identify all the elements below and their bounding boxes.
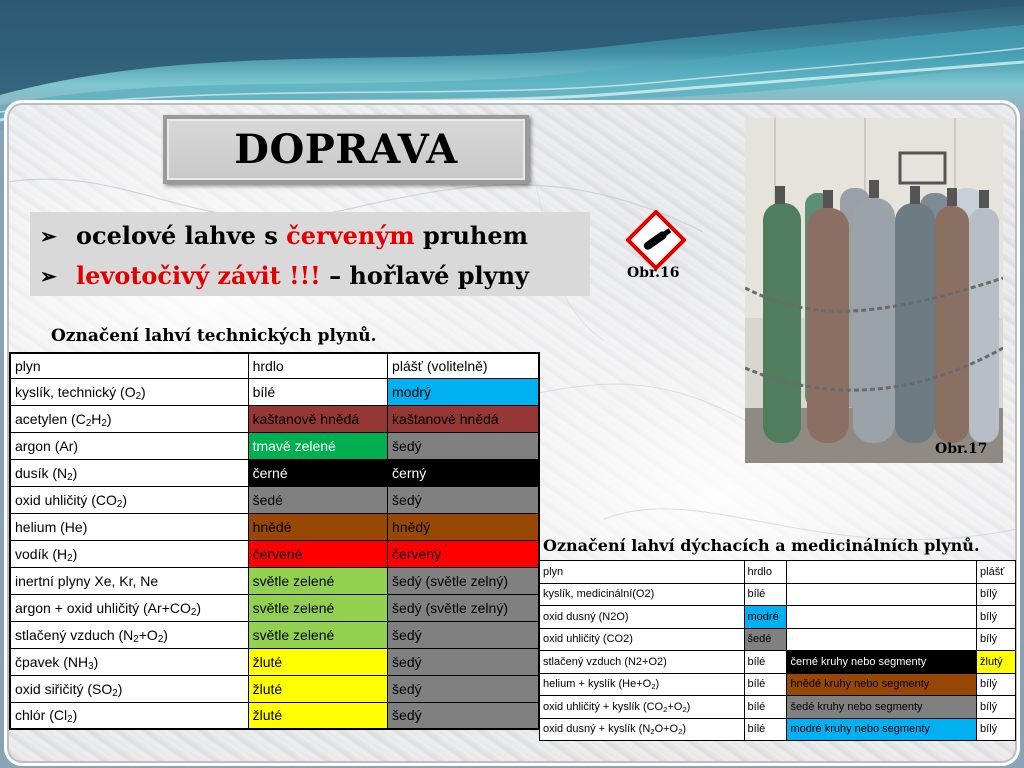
tech-table-cell: šedý [388,432,539,459]
tech-table-cell: argon + oxid uhličitý $(Ar+CO_2)$ [10,594,248,621]
tech-table-cell: oxid siřičitý $(SO_2)$ [10,675,248,702]
tech-table-cell: kaštanově hnědá [248,405,387,432]
tech-table-cell: tmavě zelené [248,432,387,459]
medical-table-heading: Označení lahví dýchacích a medicinálních plynů. [543,536,980,555]
tech-table-cell: dusík $(N_2)$ [10,459,248,486]
med-table-cell: helium + kyslík $(He+O_2)$ [540,673,745,696]
bullet-text-part: levotočivý závit !!! [76,261,321,290]
med-table-header-cell: plyn [540,561,745,584]
tech-table-heading: Označení lahví technických plynů. [51,326,377,346]
tech-table-cell: oxid uhličitý $(CO_2)$ [10,486,248,513]
tech-table-cell: modrý [388,378,539,405]
table-row [10,405,539,432]
med-table-cell: oxid uhličitý (CO2) [540,628,745,651]
tech-table-cell: černé [248,459,387,486]
table-row [10,459,539,486]
table-row [10,486,539,513]
med-table-cell: modré [744,606,787,629]
med-table-header-row [540,561,1016,584]
table-row [540,696,1016,719]
bullet-list [30,212,590,296]
med-table-cell: bílý [977,628,1016,651]
tech-table-cell: argon (Ar) [10,432,248,459]
med-table-cell: šedé [744,628,787,651]
med-table-cell: oxid uhličitý + kyslík $(CO_2+O_2)$ [540,696,745,719]
med-table-cell: bílé [744,696,787,719]
med-table-cell [787,606,977,629]
table-row [10,702,539,729]
table-row [10,513,539,540]
med-table-cell: bílé [744,651,787,674]
table-row [540,628,1016,651]
table-row [540,651,1016,674]
table-row [10,540,539,567]
arrow-bullet-icon: ➢ [40,224,57,248]
tech-table-cell: šedý [388,675,539,702]
bullet-text-part: ocelové lahve s [76,221,278,250]
tech-table-header-cell: plášť (volitelně) [388,353,539,378]
table-row [10,621,539,648]
tech-table-cell: hnědý [388,513,539,540]
med-table-header-cell: plášť [977,561,1016,584]
tech-table-cell: hnědé [248,513,387,540]
bullet-item [40,216,590,256]
table-row [10,567,539,594]
bullet-text-part: pruhem [423,221,529,250]
med-table-cell: bílý [977,606,1016,629]
med-table-cell: bílý [977,583,1016,606]
title-box [163,115,529,184]
table-row [540,606,1016,629]
tech-gases-table [9,352,540,730]
tech-table-header-cell: hrdlo [248,353,387,378]
tech-table-cell: bílé [248,378,387,405]
tech-table-cell: červený [388,540,539,567]
tech-table-cell: žluté [248,675,387,702]
gas-cylinders-photo [745,118,1003,463]
tech-table-cell: stlačený vzduch $(N_2+O_2)$ [10,621,248,648]
med-table-cell [787,583,977,606]
table-row [10,378,539,405]
table-row [10,594,539,621]
tech-table-cell: čpavek $(NH_3)$ [10,648,248,675]
table-row [540,673,1016,696]
tech-table-cell: šedý [388,621,539,648]
arrow-bullet-icon: ➢ [40,264,57,288]
med-table-cell: bílé [744,673,787,696]
med-table-cell: stlačený vzduch (N2+O2) [540,651,745,674]
tech-table-cell: světle zelené [248,621,387,648]
bullet-text-part: – hořlavé plyny [329,261,529,290]
tech-table-cell: kaštanově hnědá [388,405,539,432]
med-table-cell: žlutý [977,651,1016,674]
medical-gases-table [539,560,1016,741]
med-table-header-cell: hrdlo [744,561,787,584]
tech-table-cell: žluté [248,648,387,675]
med-table-header-cell [787,561,977,584]
med-table-cell: bílý [977,718,1016,741]
slide-title: DOPRAVA [234,126,458,173]
table-row [540,718,1016,741]
med-table-cell: modré kruhy nebo segmenty [787,718,977,741]
table-row [10,432,539,459]
table-row [10,675,539,702]
table-row [540,583,1016,606]
photo-caption: Obr.17 [935,441,988,457]
bullet-item [40,256,590,296]
tech-table-cell: šedý [388,648,539,675]
med-table-cell: kyslík, medicinální(O2) [540,583,745,606]
gas-cylinder-hazard-icon [626,210,686,270]
med-table-cell: bílé [744,583,787,606]
med-table-cell: oxid dusný + kyslík $(N_2O+O_2)$ [540,718,745,741]
med-table-cell: bílý [977,696,1016,719]
med-table-cell: hnědé kruhy nebo segmenty [787,673,977,696]
tech-table-cell: červené [248,540,387,567]
hazard-caption: Obr.16 [627,265,680,281]
bullet-text-part: červeným [286,221,415,250]
tech-table-cell: acetylen $(C_2H_2)$ [10,405,248,432]
med-table-cell: bílý [977,673,1016,696]
tech-table-cell: černý [388,459,539,486]
tech-table-cell: světle zelené [248,567,387,594]
tech-table-cell: žluté [248,702,387,729]
med-table-cell: oxid dusný (N2O) [540,606,745,629]
med-table-cell: šedé kruhy nebo segmenty [787,696,977,719]
med-table-cell: černé kruhy nebo segmenty [787,651,977,674]
tech-table-header-row [10,353,539,378]
tech-table-cell: kyslík, technický $(O_2)$ [10,378,248,405]
med-table-cell [787,628,977,651]
tech-table-cell: chlór $(Cl_2)$ [10,702,248,729]
tech-table-header-cell: plyn [10,353,248,378]
tech-table-cell: vodík $(H_2)$ [10,540,248,567]
med-table-cell: bílé [744,718,787,741]
tech-table-cell: šedý [388,486,539,513]
tech-table-cell: šedé [248,486,387,513]
tech-table-cell: světle zelené [248,594,387,621]
tech-table-cell: šedý (světle zelný) [388,567,539,594]
table-row [10,648,539,675]
tech-table-cell: šedý [388,702,539,729]
tech-table-cell: inertní plyny Xe, Kr, Ne [10,567,248,594]
tech-table-cell: šedý (světle zelný) [388,594,539,621]
tech-table-cell: helium (He) [10,513,248,540]
